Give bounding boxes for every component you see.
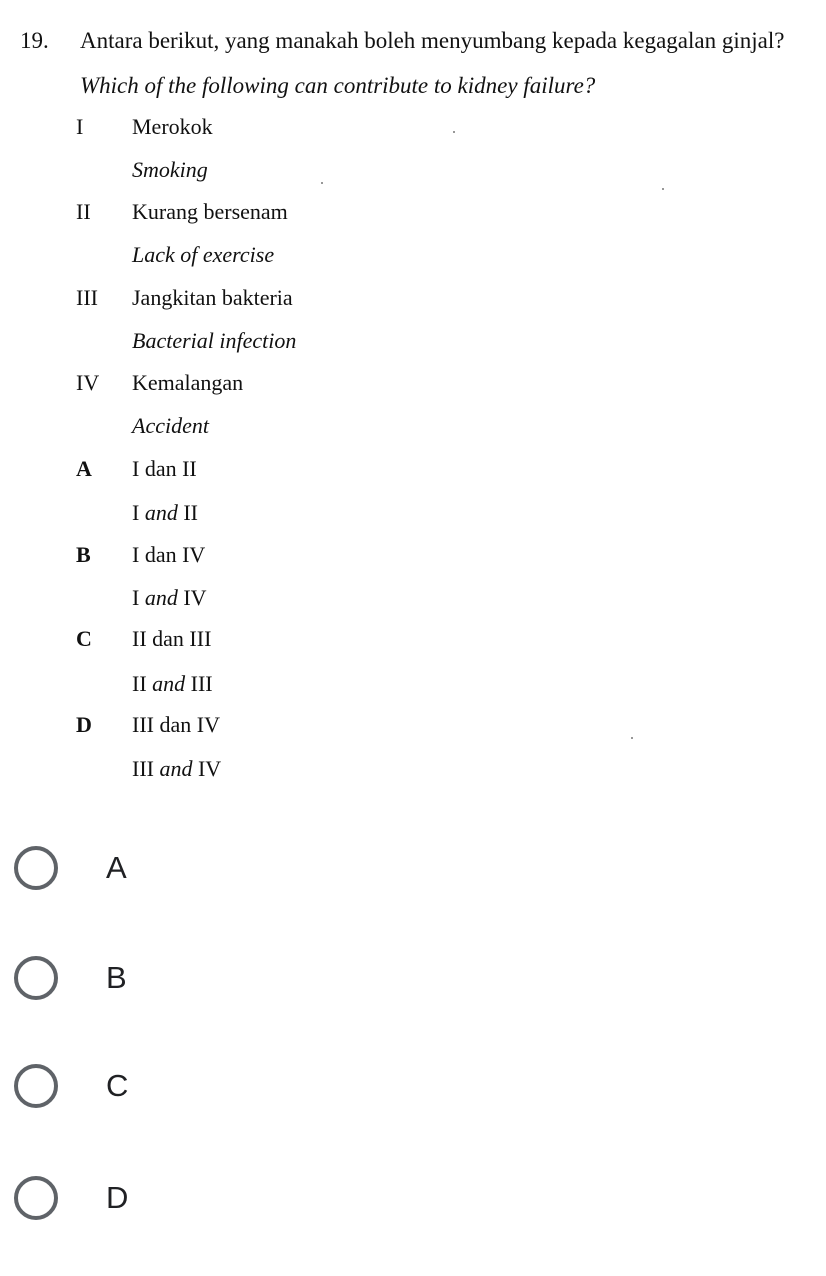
scan-speck [662,188,664,190]
choice-malay: III dan IV [132,712,220,737]
statement-translation-row [0,411,826,441]
statement-malay: Kurang bersenam [132,199,288,224]
statement-numeral: III [76,285,98,310]
option-d[interactable] [14,1170,414,1226]
choice-row [0,710,826,740]
choice-english: I and IV [132,585,207,610]
statement-malay: Merokok [132,114,213,139]
scan-speck [453,131,455,133]
statement-row [0,283,826,313]
statement-row [0,112,826,142]
choice-translation-row [0,669,826,699]
statement-translation-row [0,326,826,356]
radio-circle-icon[interactable] [14,1064,58,1108]
statement-numeral: II [76,199,91,224]
statement-row [0,368,826,398]
choice-english: I and II [132,500,198,525]
question-text-english: Which of the following can contribute to kidney failure? [80,73,596,98]
choice-malay: I dan II [132,456,197,481]
option-b[interactable] [14,950,414,1006]
option-c[interactable] [14,1058,414,1114]
scan-speck [321,182,323,184]
choice-translation-row [0,583,826,613]
statement-english: Smoking [132,157,208,182]
question-number: 19. [20,28,49,53]
statement-malay: Kemalangan [132,370,244,395]
choice-translation-row [0,498,826,528]
choice-row [0,540,826,570]
option-label: B [106,960,127,995]
option-a[interactable] [14,840,414,896]
statement-numeral: I [76,114,84,139]
statement-translation-row [0,240,826,270]
option-label: D [106,1180,129,1215]
scan-speck [631,737,633,739]
statement-english: Lack of exercise [132,242,275,267]
option-label: A [106,850,127,885]
choice-malay: I dan IV [132,542,206,567]
statement-malay: Jangkitan bakteria [132,285,293,310]
choice-row [0,624,826,654]
choice-english: II and III [132,671,213,696]
radio-circle-icon[interactable] [14,1176,58,1220]
statement-numeral: IV [76,370,100,395]
statement-english: Accident [132,413,209,438]
choice-row [0,454,826,484]
statement-row [0,197,826,227]
choice-translation-row [0,754,826,784]
choice-letter: B [76,542,91,567]
radio-circle-icon[interactable] [14,956,58,1000]
radio-circle-icon[interactable] [14,846,58,890]
choice-malay: II dan III [132,626,212,651]
choice-letter: D [76,712,92,737]
choice-letter: A [76,456,92,481]
statement-translation-row [0,155,826,185]
choice-letter: C [76,626,92,651]
statement-english: Bacterial infection [132,328,297,353]
choice-english: III and IV [132,756,222,781]
option-label: C [106,1068,129,1103]
question-text-malay: Antara berikut, yang manakah boleh menyumbang kepada kegagalan ginjal? [80,28,785,53]
